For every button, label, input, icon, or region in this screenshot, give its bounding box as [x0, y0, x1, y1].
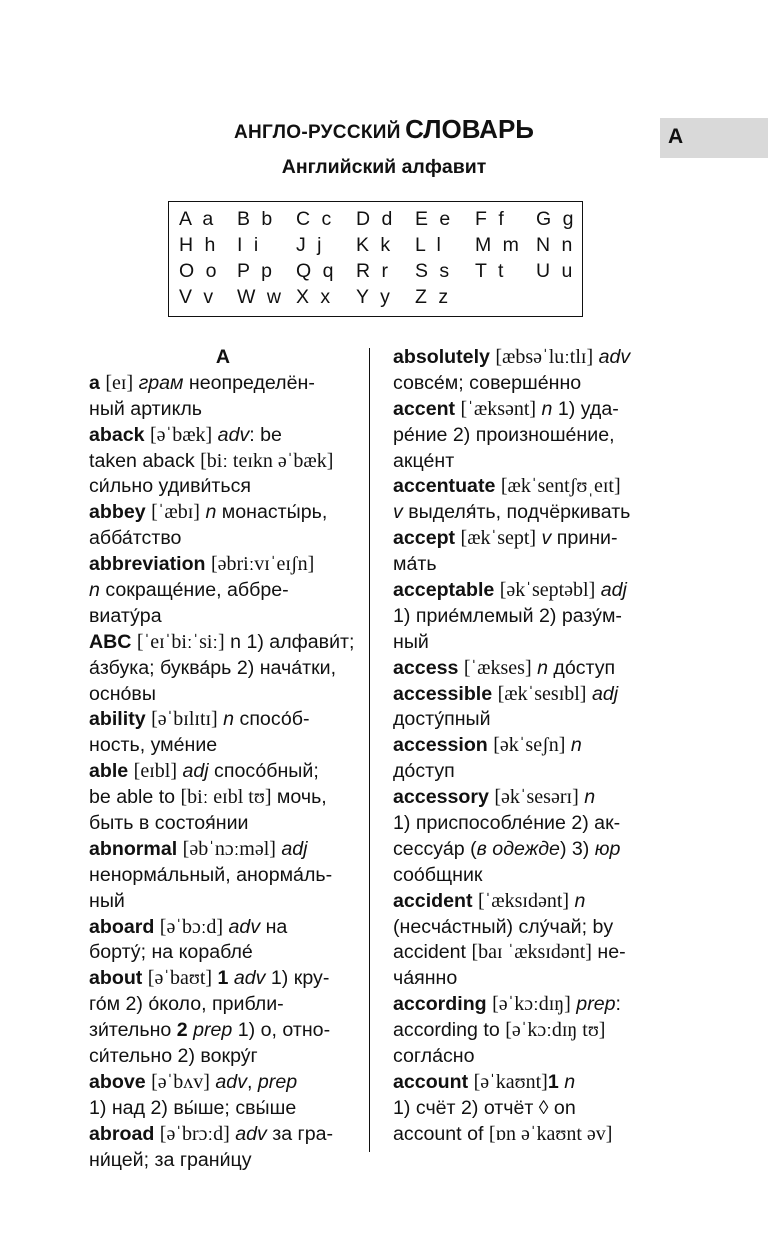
headword: acceptable [393, 579, 495, 602]
alphabet-letter: E e [415, 208, 454, 230]
transcription: [əˈkɔːdɪŋ tʊ] [505, 1019, 606, 1042]
transcription: [əkˈseptəbl] [499, 579, 596, 602]
transcription: [eɪbl] [133, 760, 177, 783]
transcription: [əkˈseʃn] [493, 734, 566, 757]
entry-line [89, 578, 357, 604]
entry-line [89, 474, 357, 500]
alphabet-heading: Английский алфавит [281, 156, 487, 178]
alphabet-letter: I i [237, 234, 262, 256]
headword: a [89, 371, 100, 394]
transcription: [ɒn əˈkaʊnt əv] [488, 1122, 613, 1145]
entry-line [89, 449, 357, 475]
entry-line [89, 811, 357, 837]
headword: aback [89, 423, 145, 446]
entry-text: be able to [89, 786, 181, 809]
alphabet-letter: C c [296, 208, 335, 230]
entry-line [89, 733, 357, 759]
entry-line [393, 578, 655, 604]
entry-text: до́ступ [393, 760, 455, 783]
alphabet-letter: U u [536, 260, 576, 282]
grammar-label: prep [576, 993, 616, 1016]
entry-line [89, 682, 357, 708]
entry-text: зи́тельно [89, 1019, 177, 1042]
grammar-label: adv [228, 915, 261, 938]
headword: able [89, 760, 129, 783]
grammar-label: грам [138, 371, 184, 394]
transcription: [ˈeɪˈbiːˈsiː] [136, 630, 225, 653]
headword: account [393, 1070, 469, 1093]
transcription: [əˈbaʊt] [147, 967, 213, 990]
alphabet-letter: N n [536, 234, 576, 256]
entry-text: спосо́бный; [208, 760, 319, 783]
entry-text: на [260, 915, 288, 938]
headword: accessory [393, 786, 489, 809]
headword: abbey [89, 501, 146, 524]
entry-text: си́льно удиви́ться [89, 475, 252, 498]
transcription: [əˈkaʊnt] [473, 1070, 548, 1093]
entry-text: (несча́стный) слу́чай; by [393, 915, 614, 938]
alphabet-letter: S s [415, 260, 453, 282]
entry-line [393, 785, 655, 811]
grammar-label: n [223, 708, 235, 731]
headword: aboard [89, 915, 155, 938]
entry-text: 1) прие́млемый 2) разу́м- [393, 604, 622, 627]
entry-text: n 1) алфави́т; [224, 630, 355, 653]
entry-line [393, 552, 655, 578]
entry-line [393, 992, 655, 1018]
alphabet-letter: O o [179, 260, 220, 282]
entry-line [393, 630, 655, 656]
entry-line [393, 915, 655, 941]
alphabet-table [168, 201, 583, 317]
entry-text: 1) приспособле́ние 2) ак- [393, 812, 621, 835]
headword: ABC [89, 630, 132, 653]
entry-line [393, 1044, 655, 1070]
alphabet-letter: T t [475, 260, 507, 282]
alphabet-letter: J j [296, 234, 325, 256]
entry-line [89, 1148, 357, 1174]
grammar-label: в одежде [476, 837, 560, 860]
entry-line [393, 423, 655, 449]
entry-text: сессуа́р ( [393, 837, 477, 860]
entry-line [393, 940, 655, 966]
entry-text: 1) о, отно- [232, 1019, 331, 1042]
entry-text: 1) над 2) вы́ше; свы́ше [89, 1096, 297, 1119]
alphabet-letter: R r [356, 260, 391, 282]
headword: 1 [547, 1070, 559, 1093]
entry-line [89, 992, 357, 1018]
entry-text: си́тельно 2) вокру́г [89, 1045, 258, 1068]
headword: accent [393, 397, 456, 420]
entry-line [393, 345, 655, 371]
entry-line [89, 423, 357, 449]
entry-text: ный [393, 630, 429, 653]
grammar-label: v [541, 527, 552, 550]
grammar-label: prep [257, 1070, 298, 1093]
entry-text: прини- [551, 527, 618, 550]
transcription: [biː eɪbl tʊ] [180, 786, 272, 809]
title-prefix: АНГЛО-РУССКИЙ [233, 122, 401, 143]
entry-line [89, 915, 357, 941]
entry-line [89, 526, 357, 552]
entry-text: за гра- [266, 1122, 334, 1145]
entry-text: монасты́рь, [216, 501, 328, 524]
grammar-label: n [537, 656, 548, 679]
alphabet-letter: Y y [356, 286, 393, 308]
entry-text: , [247, 1070, 258, 1093]
entry-line [89, 785, 357, 811]
entry-text: 1) счёт 2) отчёт ◊ on [393, 1096, 576, 1119]
alphabet-letter: F f [475, 208, 507, 230]
grammar-label: юр [594, 837, 621, 860]
grammar-label: n [541, 397, 553, 420]
headword: accident [393, 889, 473, 912]
headword: ability [89, 708, 146, 731]
entry-line [393, 1070, 655, 1096]
headword: accessible [393, 682, 493, 705]
entry-text: ча́янно [393, 967, 458, 990]
headword: 2 [176, 1019, 188, 1042]
entry-line [89, 759, 357, 785]
transcription: [ˈækses] [463, 656, 532, 679]
grammar-label: adj [600, 579, 627, 602]
entry-text: до́ступ [547, 656, 616, 679]
entry-text: ность, уме́ние [89, 734, 218, 757]
entry-text: спосо́б- [234, 708, 310, 731]
alphabet-letter: X x [296, 286, 334, 308]
entry-line [393, 656, 655, 682]
grammar-label: prep [193, 1019, 233, 1042]
headword: 1 [217, 967, 229, 990]
entry-line [393, 733, 655, 759]
entry-line [89, 630, 357, 656]
transcription: [əkˈsesərɪ] [494, 786, 579, 809]
transcription: [əˈbɪlɪtɪ] [151, 708, 218, 731]
entry-line [393, 449, 655, 475]
entry-line [89, 552, 357, 578]
entry-text: ный [89, 889, 125, 912]
entry-line [89, 1122, 357, 1148]
entry-line [89, 889, 357, 915]
entry-line [393, 889, 655, 915]
entry-line [89, 656, 357, 682]
entry-line [393, 837, 655, 863]
transcription: [ækˈsesɪbl] [497, 682, 587, 705]
entry-text: борту́; на корабле́ [89, 941, 253, 964]
entry-text: абба́тство [89, 527, 182, 550]
entry-text: : be [249, 423, 282, 446]
transcription: [ˈæksənt] [460, 397, 537, 420]
section-tab-letter: A [668, 125, 684, 148]
alphabet-letter: W w [237, 286, 284, 308]
entry-text: ни́цей; за грани́цу [89, 1148, 252, 1171]
entry-text: выделя́ть, подчёркивать [402, 501, 631, 524]
entry-text: совсе́м; соверше́нно [393, 371, 582, 394]
entry-line [89, 940, 357, 966]
entry-text: ) 3) [559, 837, 595, 860]
entry-line [393, 604, 655, 630]
entry-line [393, 759, 655, 785]
entry-text: 1) уда- [552, 397, 619, 420]
entry-text: не- [591, 941, 626, 964]
entry-line [89, 1070, 357, 1096]
transcription: [əˈbɔːd] [159, 915, 224, 938]
entry-line [393, 474, 655, 500]
transcription: [biː teɪkn əˈbæk] [200, 449, 334, 472]
transcription: [əˈbæk] [150, 423, 213, 446]
grammar-label: n [89, 579, 100, 602]
dictionary-column-right [393, 345, 655, 1148]
alphabet-letter: V v [179, 286, 217, 308]
dictionary-column-left [89, 345, 357, 1174]
page-title [0, 114, 768, 145]
grammar-label: adj [281, 837, 308, 860]
alphabet-letter: A a [179, 208, 217, 230]
headword: abbreviation [89, 553, 206, 576]
entry-text: ма́ть [393, 553, 437, 576]
entry-line [393, 526, 655, 552]
transcription: [æbsəˈluːtlɪ] [495, 346, 594, 368]
transcription: [ˈæbɪ] [151, 501, 200, 524]
grammar-label: n [584, 786, 596, 809]
alphabet-letter: Z z [415, 286, 452, 308]
alphabet-letter: M m [475, 234, 522, 256]
grammar-label: n [570, 734, 582, 757]
transcription: [əbriːvɪˈeɪʃn] [210, 553, 315, 576]
headword: accept [393, 527, 456, 550]
entry-text: account of [393, 1122, 489, 1145]
title-main: СЛОВАРЬ [405, 114, 534, 144]
grammar-label: n [205, 501, 217, 524]
grammar-label: adv [598, 346, 631, 368]
entry-text: ненорма́льный, анорма́ль- [89, 863, 333, 886]
section-letter-heading: A [215, 346, 231, 368]
entry-text: осно́вы [89, 682, 156, 705]
entry-line [89, 500, 357, 526]
transcription: [eɪ] [105, 371, 134, 394]
column-divider [369, 348, 370, 1152]
entry-line [89, 604, 357, 630]
transcription: [əbˈnɔːməl] [182, 837, 276, 860]
alphabet-letter: L l [415, 234, 444, 256]
headword: absolutely [393, 346, 490, 368]
headword: access [393, 656, 459, 679]
entry-text: мочь, [271, 786, 327, 809]
transcription: [ækˈsept] [460, 527, 537, 550]
grammar-label: adv [233, 967, 266, 990]
entry-line [393, 1096, 655, 1122]
entry-line [393, 811, 655, 837]
transcription: [əˈkɔːdɪŋ] [492, 993, 571, 1016]
entry-line [393, 500, 655, 526]
entry-text: неопределён- [183, 371, 315, 394]
entry-line [393, 707, 655, 733]
entry-line [393, 966, 655, 992]
headword: according [393, 993, 487, 1016]
entry-line [89, 1044, 357, 1070]
headword: above [89, 1070, 146, 1093]
entry-line [89, 966, 357, 992]
entry-line [393, 863, 655, 889]
transcription: [əˈbrɔːd] [159, 1122, 230, 1145]
entry-line [89, 1018, 357, 1044]
grammar-label: adj [182, 760, 209, 783]
entry-line [89, 371, 357, 397]
alphabet-letter: D d [356, 208, 396, 230]
entry-text: быть в состоя́нии [89, 812, 249, 835]
entry-text: 1) кру- [265, 967, 330, 990]
headword: about [89, 967, 143, 990]
transcription: [ækˈsentʃʊˌeɪt] [500, 475, 621, 498]
entry-text: а́збука; буква́рь 2) нача́тки, [89, 656, 337, 679]
alphabet-letter: G g [536, 208, 577, 230]
entry-line [393, 371, 655, 397]
headword: accentuate [393, 475, 496, 498]
alphabet-letter: H h [179, 234, 219, 256]
grammar-label: adv [217, 423, 250, 446]
entry-text: го́м 2) о́коло, прибли- [89, 993, 284, 1016]
grammar-label: n [564, 1070, 576, 1093]
headword: abroad [89, 1122, 155, 1145]
alphabet-letter: K k [356, 234, 394, 256]
entry-line [393, 682, 655, 708]
entry-text: : [615, 993, 621, 1016]
entry-line [89, 863, 357, 889]
transcription: [ˈæksɪdənt] [477, 889, 570, 912]
entry-line [89, 837, 357, 863]
grammar-label: n [574, 889, 586, 912]
entry-text: accident [393, 941, 472, 964]
entry-text: сокраще́ние, аббре- [99, 579, 289, 602]
entry-text: соо́бщник [393, 863, 483, 886]
headword: accession [393, 734, 488, 757]
grammar-label: v [393, 501, 403, 524]
grammar-label: adv [215, 1070, 247, 1093]
transcription: [baɪ ˈæksɪdənt] [471, 941, 592, 964]
alphabet-letter: Q q [296, 260, 337, 282]
entry-text: taken aback [89, 449, 201, 472]
grammar-label: adv [235, 1122, 267, 1145]
entry-line [89, 707, 357, 733]
entry-text: according to [393, 1019, 506, 1042]
entry-text: виату́ра [89, 604, 162, 627]
entry-text: ный артикль [89, 397, 203, 420]
entry-text: ре́ние 2) произноше́ние, [393, 423, 615, 446]
entry-text: согла́сно [393, 1045, 475, 1068]
grammar-label: adj [591, 682, 619, 705]
alphabet-letter: B b [237, 208, 276, 230]
entry-line [89, 1096, 357, 1122]
alphabet-letter: P p [237, 260, 275, 282]
headword: abnormal [89, 837, 178, 860]
transcription: [əˈbʌv] [151, 1070, 210, 1093]
entry-text: акце́нт [393, 449, 455, 472]
entry-line [393, 1018, 655, 1044]
entry-line [89, 397, 357, 423]
entry-line [393, 1122, 655, 1148]
entry-text: досту́пный [393, 708, 491, 731]
entry-line [393, 397, 655, 423]
